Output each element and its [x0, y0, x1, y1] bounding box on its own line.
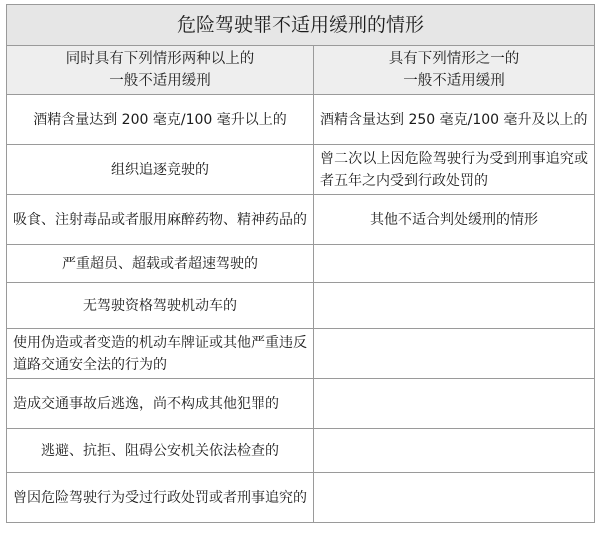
right-empty-cell — [314, 283, 595, 329]
table-row — [7, 329, 595, 379]
right-item: 酒精含量达到 250 毫克/100 毫升及以上的 — [314, 95, 595, 145]
right-item: 曾二次以上因危险驾驶行为受到刑事追究或者五年之内受到行政处罚的 — [314, 145, 595, 195]
left-column-header — [7, 46, 314, 95]
right-empty-cell — [314, 429, 595, 473]
right-empty-cell — [314, 379, 595, 429]
header-row — [7, 46, 595, 95]
left-item: 逃避、抗拒、阻碍公安机关依法检查的 — [7, 429, 314, 473]
left-header-line-1: 同时具有下列情形两种以上的 — [65, 51, 255, 67]
right-empty-cell — [314, 329, 595, 379]
table-title: 危险驾驶罪不适用缓刑的情形 — [7, 5, 595, 46]
right-header-line-2: 一般不适用缓刑 — [403, 73, 505, 89]
left-item: 使用伪造或者变造的机动车牌证或其他严重违反道路交通安全法的行为的 — [7, 329, 314, 379]
left-item: 严重超员、超载或者超速驾驶的 — [7, 245, 314, 283]
title-row — [7, 5, 595, 46]
left-header-line-2: 一般不适用缓刑 — [109, 73, 211, 89]
left-item: 组织追逐竞驶的 — [7, 145, 314, 195]
right-item: 其他不适合判处缓刑的情形 — [314, 195, 595, 245]
right-empty-cell — [314, 473, 595, 523]
table-row — [7, 429, 595, 473]
right-empty-cell — [314, 245, 595, 283]
table-row — [7, 245, 595, 283]
table-row — [7, 145, 595, 195]
left-item: 造成交通事故后逃逸，尚不构成其他犯罪的 — [7, 379, 314, 429]
right-header-line-1: 具有下列情形之一的 — [388, 51, 520, 67]
left-item: 酒精含量达到 200 毫克/100 毫升以上的 — [7, 95, 314, 145]
table-row — [7, 95, 595, 145]
table-row — [7, 195, 595, 245]
table-row — [7, 283, 595, 329]
left-item: 无驾驶资格驾驶机动车的 — [7, 283, 314, 329]
table-row — [7, 473, 595, 523]
criteria-table — [6, 4, 595, 523]
right-column-header — [314, 46, 595, 95]
left-item: 吸食、注射毒品或者服用麻醉药物、精神药品的 — [7, 195, 314, 245]
table-row — [7, 379, 595, 429]
left-item: 曾因危险驾驶行为受过行政处罚或者刑事追究的 — [7, 473, 314, 523]
